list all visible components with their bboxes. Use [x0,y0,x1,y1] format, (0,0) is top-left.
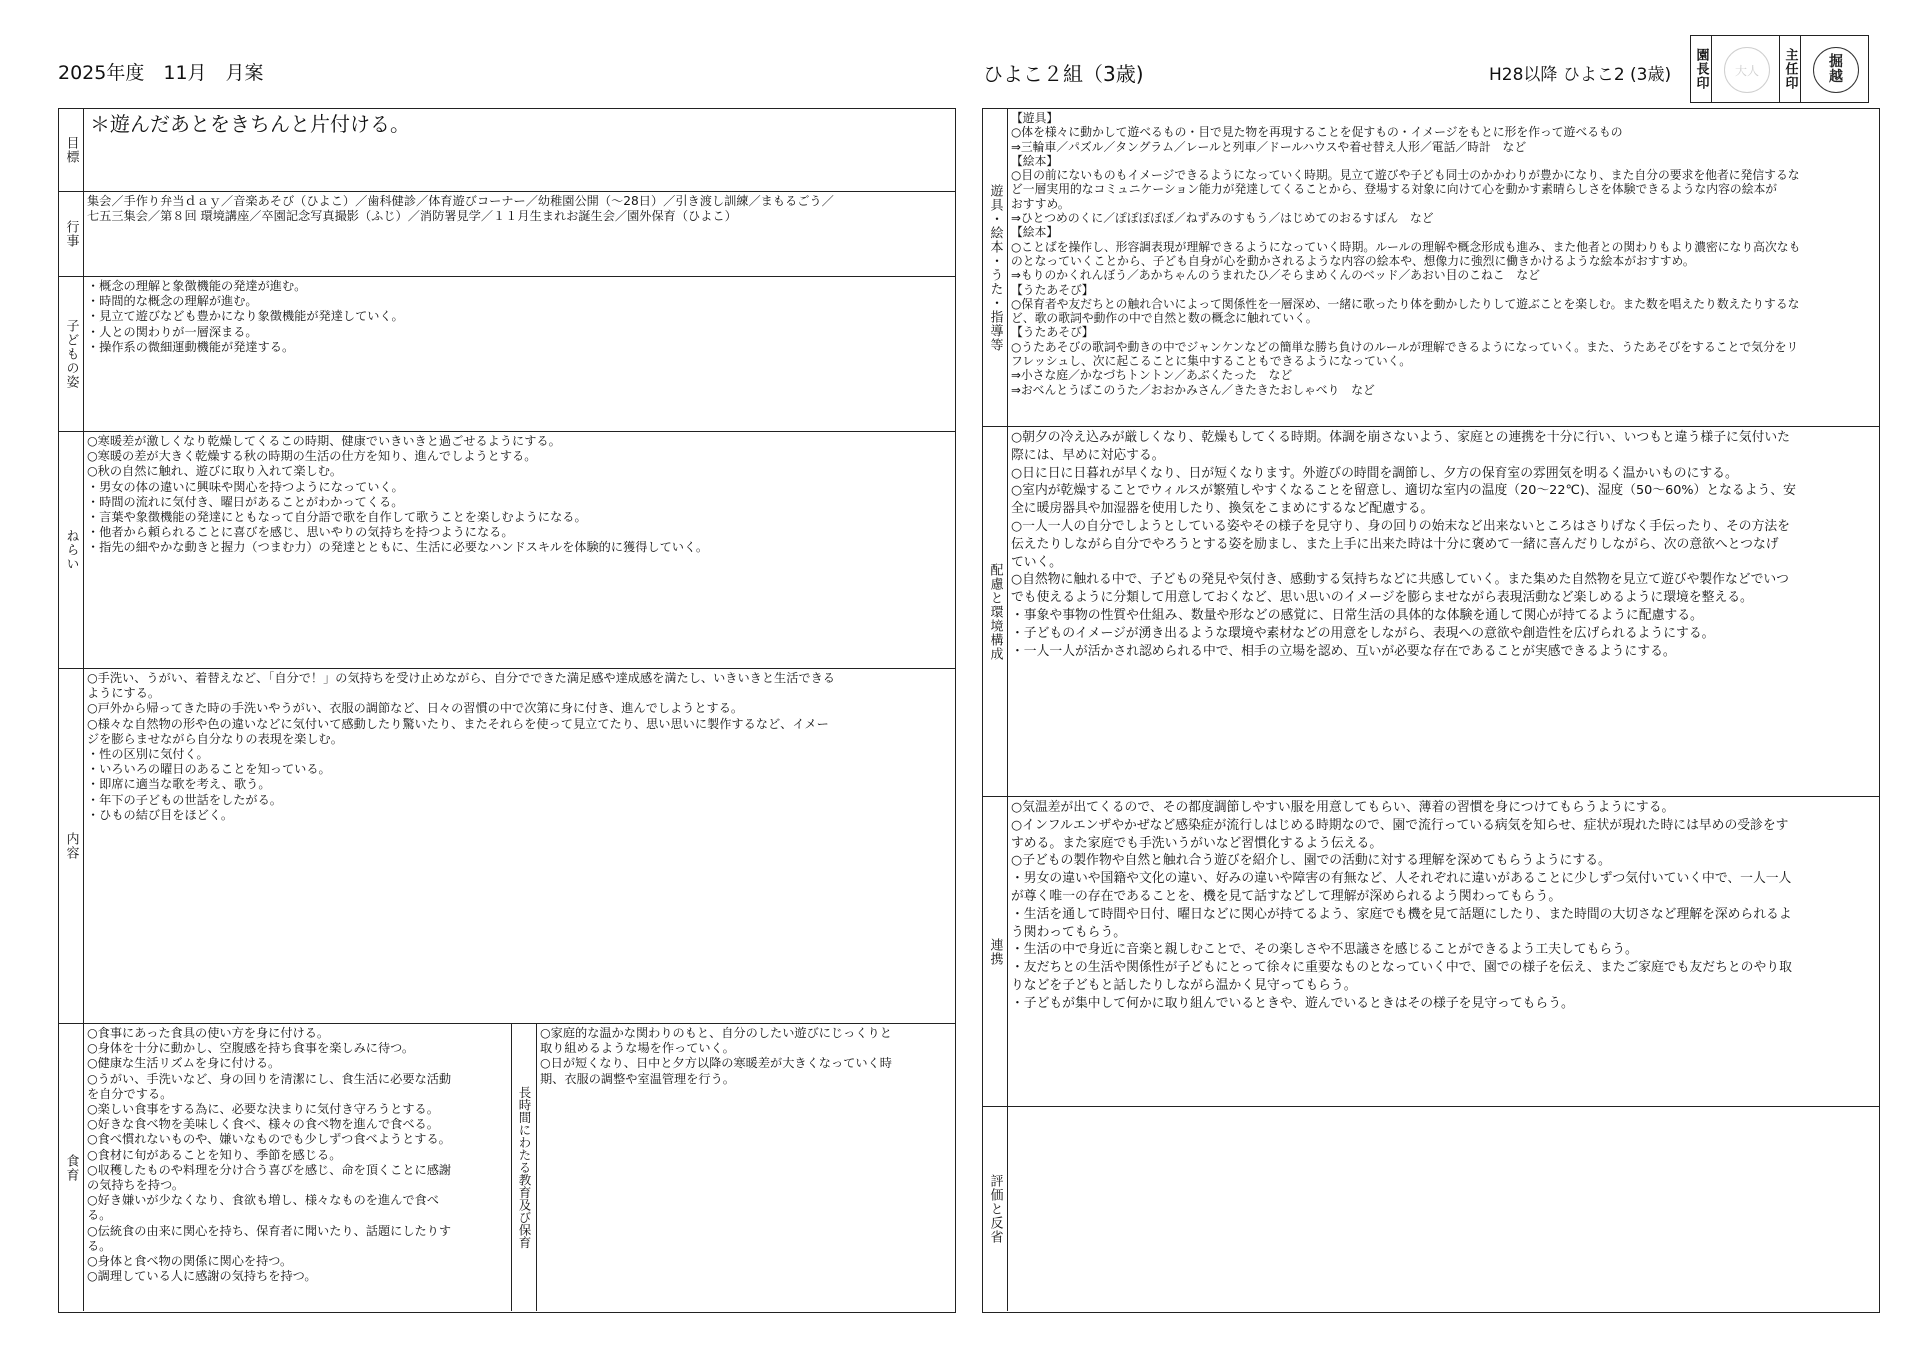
class-name: ひよこ２組（3歳) [983,62,1144,86]
text-line: ・言葉や象徴機能の発達にともなって自分語で歌を自作して歌うことを楽しむようになる。 [87,510,587,525]
text-line: でも使えるように分類して用意しておくなど、思い思いのイメージを膨らませながら表現活動など楽しめるように環境を整える。 [1011,590,1753,606]
right-plan-table [982,108,1880,1313]
child-text [84,277,955,431]
text-line: ○子どもの製作物や自然と触れ合う遊びを紹介し、園での活動に対する理解を深めてもらうようにする。 [1011,853,1611,869]
text-line: ・一人一人が活かされ認められる中で、相手の立場を認め、互いが必要な存在であることが実感できるようにする。 [1011,643,1676,659]
text-line: 期、衣服の調整や室温管理を行う。 [540,1071,735,1086]
text-line: ・事象や事物の性質や仕組み、数量や形などの感覚に、日常生活の具体的な体験を通して関心が持てるように配慮する。 [1011,607,1703,623]
text-line: ○好きな食べ物を美味しく食べ、様々の食べ物を進んで食べる。 [87,1117,439,1132]
text-line: ⇒三輪車／パズル／タングラム／レールと列車／ドールハウスや着せ替え人形／電話／時計 など [1011,139,1527,154]
text-line: ・時間の流れに気付き、曜日があることがわかってくる。 [87,494,404,509]
text-line: ・生活の中で身近に音楽と親しむことで、その楽しさや不思議さを感じることができるよう工夫してもらう。 [1011,942,1638,958]
text-line: ・子どものイメージが湧き出るような環境や素材などの用意をしながら、表現への意欲や創造性を広げられるようにする。 [1011,625,1715,641]
text-line: 全に暖房器具や加湿器を使用したり、換気をこまめにするなど配慮する。 [1011,501,1434,517]
text-line: ○目の前にないものもイメージできるようになっていく時期。見立て遊びや子ども同士のかかわりが豊かになり、また自分の要求を他者に発信するな [1011,168,1800,183]
text-line: 【うたあそび】 [1011,282,1094,297]
text-line: ようにする。 [87,686,161,701]
text-line: ⇒ひとつめのくに／ぽぽぽぽぽ／ねずみのすもう／はじめてのおるすばん など [1011,211,1434,226]
text-line: ⇒もりのかくれんぼう／あかちゃんのうまれたひ／そらまめくんのベッド／あおい目のこねこ など [1011,268,1540,283]
goal-row [59,109,955,192]
text-line: ・男女の違いや国籍や文化の違い、好みの違いや障害の有無など、人それぞれに違いがあることに少しずつ気付いていく中で、一人一人 [1011,871,1792,887]
play-text [1008,109,1879,426]
text-line: ・子どもが集中して何かに取り組んでいるときや、遊んでいるときはその様子を見守ってもらう。 [1011,995,1574,1011]
text-line: の気持ちを持つ。 [87,1178,185,1193]
text-line: ○ことばを操作し、形容調表現が理解できるようになっていく時期。ルールの理解や概念形成も進み、また他者との関わりもより濃密になり高次なも [1011,239,1801,254]
text-line: ○うたあそびの歌詞や動きの中でジャンケンなどの簡単な勝ち負けのルールが理解できるようになっていく。また、うたあそびをすることで気分をリ [1011,339,1799,354]
text-line: ○伝統食の由来に関心を持ち、保育者に聞いたり、話題にしたりす [87,1223,452,1238]
director-stamp-label: 園長印 [1691,36,1712,102]
text-line: ていく。 [1011,554,1062,570]
collab-row [983,797,1879,1107]
text-line: ○食べ慣れないものや、嫌いなものでも少しずつ食べようとする。 [87,1132,451,1147]
text-line: ○収穫したものや料理を分け合う喜びを感じ、命を頂くことに感謝 [87,1162,452,1177]
review-label: 評価と反省 [983,1107,1008,1311]
text-line: ・友だちとの生活や関係性が子どもにとって徐々に重要なものとなっていく中で、園での様子を伝え、またご家庭でも友だちとのやり取 [1011,960,1792,976]
text-line: 【絵本】 [1011,153,1059,168]
text-line: ど、歌の歌詞や動作の中で自然と数の概念に触れていく。 [1011,311,1318,326]
env-label: 配慮と環境構成 [983,427,1008,796]
chief-stamp-label: 主任印 [1780,36,1801,102]
env-row [983,427,1879,797]
text-line: 集会／手作り弁当ｄａｙ／音楽あそび（ひよこ）／歯科健診／体育遊びコーナー／幼稚園公開（〜28日）／引き渡し訓練／まもるごう／ [87,194,834,208]
text-line: ・指先の細やかな動きと握力（つまむ力）の発達とともに、生活に必要なハンドスキルを体験的に獲得していく。 [87,540,709,555]
play-row [983,109,1879,427]
events-row [59,192,955,277]
events-label: 行事 [59,192,84,276]
text-line: 取り組めるような場を作っていく。 [540,1041,735,1056]
text-line: ○寒暖の差が大きく乾燥する秋の時期の生活の仕方を知り、進んでしようとする。 [87,449,537,464]
text-line: う関わってもらう。 [1011,924,1127,940]
text-line: ○食事にあった食具の使い方を身に付ける。 [87,1026,330,1040]
text-line: る。 [87,1238,112,1253]
text-line: ○保育者や友だちとの触れ合いによって関係性を一層深め、一緒に歌ったり体を動かしたりして遊ぶことを楽しむ。また数を唱えたり数えたりするな [1011,296,1800,311]
events-text [84,192,955,276]
food-row [59,1024,955,1311]
text-line: を自分でする。 [87,1086,173,1101]
text-line: ○好き嫌いが少なくなり、食欲も増し、様々なものを進んで食べ [87,1193,439,1208]
text-line: ・いろいろの曜日のあることを知っている。 [87,762,331,777]
text-line: ○身体を十分に動かし、空腹感を持ち食事を楽しみに待つ。 [87,1041,415,1056]
text-line: ・ひもの結び目をほどく。 [87,807,234,822]
text-line: ○朝夕の冷え込みが厳しくなり、乾燥もしてくる時期。体調を崩さないよう、家庭との連携を十分に行い、いつもと違う様子に気付いた [1011,430,1790,445]
text-line: ジを膨らませながら自分なりの表現を楽しむ。 [87,731,343,746]
text-line: ○秋の自然に触れ、遊びに取り入れて楽しむ。 [87,464,343,479]
text-line: ・即席に適当な歌を考え、歌う。 [87,777,271,792]
text-line: ○戸外から帰ってきた時の手洗いやうがい、衣服の調節など、日々の習慣の中で次第に身に付き、進んでしようとする。 [87,701,744,716]
env-text [1008,427,1879,796]
child-label: 子どもの姿 [59,277,84,431]
document-title: 2025年度 11月 月案 [58,62,264,84]
chief-stamp: 掘 越 [1813,47,1859,93]
text-line: ○日に日に日暮れが早くなり、日が短くなります。外遊びの時間を調節し、夕方の保育室の雰囲気を明るく温かいものにする。 [1011,465,1738,481]
content-row [59,669,955,1024]
text-line: おすすめ。 [1011,196,1070,211]
text-line: ○自然物に触れる中で、子どもの発見や気付き、感動する気持ちなどに共感していく。また集めた自然物を見立て遊びや製作などでいつ [1011,572,1789,588]
text-line: フレッシュし、次に起こることに集中することもできるようになっていく。 [1011,354,1412,369]
text-line: ○身体と食べ物の関係に関心を持つ。 [87,1254,293,1269]
text-line: ・時間的な概念の理解が進む。 [87,294,258,309]
play-label: 遊具・絵本・うた・指導等 [983,109,1008,426]
collab-text [1008,797,1879,1106]
text-line: ○楽しい食事をする為に、必要な決まりに気付き守ろうとする。 [87,1102,439,1117]
longtime-label: 長時間にわたる教育及び保育 [512,1024,537,1311]
text-line: ○日が短くなり、日中と夕方以降の寒暖差が大きくなっていく時 [540,1056,892,1071]
text-line: 【絵本】 [1011,225,1059,240]
text-line: ○気温差が出てくるので、その都度調節しやすい服を用意してもらい、薄着の習慣を身につけてもらうようにする。 [1011,800,1675,815]
text-line: ○インフルエンザやかぜなど感染症が流行しはじめる時期なので、園で流行っている病気を知らせ、症状が現れた時には早めの受診をす [1011,817,1789,833]
content-label: 内容 [59,669,84,1023]
text-line: ○一人一人の自分でしようとしている姿やその様子を見守り、身の回りの始末など出来ないところはさりげなく手伝ったり、その方法を [1011,518,1790,534]
collab-label: 連携 [983,797,1008,1106]
text-line: ○調理している人に感謝の気持ちを持つ。 [87,1269,317,1284]
text-line: 【うたあそび】 [1011,325,1094,340]
text-line: ・性の区別に気付く。 [87,747,209,762]
chief-stamp-box [1779,35,1869,103]
text-line: ○健康な生活リズムを身に付ける。 [87,1056,281,1071]
text-line: ど一層実用的なコミュニケーション能力が発達してくることから、登場する対象に向けて心を動かす素晴らしさを体験できるような内容の絵本が [1011,182,1778,197]
text-line: ○家庭的な温かな関わりのもと、自分のしたい遊びにじっくりと [540,1026,892,1040]
text-line: ○手洗い、うがい、着替えなど、「自分で！」の気持ちを受け止めながら、自分でできた満足感や達成感を満たし、いきいきと生活できる [87,671,835,685]
text-line: りなどを子どもと話したりしながら温かく見守ってもらう。 [1011,977,1357,993]
goal-label: 目標 [59,109,84,191]
text-line: ○体を様々に動かして遊べるもの・目で見た物を再現することを促すもの・イメージをもとに形を作って遊べるもの [1011,125,1623,140]
text-line: ・概念の理解と象徴機能の発達が進む。 [87,279,307,293]
text-line: ○食材に旬があることを知り、季節を感じる。 [87,1147,342,1162]
aim-label: ねらい [59,432,84,668]
text-line: ・男女の体の違いに興味や関心を持つようになっていく。 [87,479,404,494]
text-line: ・操作系の微細運動機能が発達する。 [87,339,295,354]
text-line: ⇒小さな庭／かなづちトントン／あぶくたった など [1011,368,1293,383]
aim-text [84,432,955,668]
text-line: のとなっていくことから、子ども自身が心を動かされるような内容の絵本や、想像力に強烈に働きかけるような絵本がおすすめ。 [1011,253,1695,268]
text-line: が尊く唯一の存在であることを、機を見て話すなどして理解が深められるよう関わってもらう。 [1011,888,1562,904]
text-line: すめる。また家庭でも手洗いうがいなど習慣化するよう伝える。 [1011,835,1383,851]
text-line: ・見立て遊びなども豊かになり象徴機能が発達していく。 [87,309,404,324]
text-line: ○様々な自然物の形や色の違いなどに気付いて感動したり驚いたり、またそれらを使って見立てたり、思い思いに製作するなど、イメー [87,716,829,731]
text-line: ○うがい、手洗いなど、身の回りを清潔にし、食生活に必要な活動 [87,1071,452,1086]
text-line: ・人との関わりが一層深まる。 [87,324,258,339]
left-plan-table [58,108,956,1313]
text-line: 七五三集会／第８回 環境講座／卒園記念写真撮影（ふじ）／消防署見学／１１月生まれお誕生会／園外保育（ひよこ） [87,209,737,224]
review-text [1008,1107,1879,1311]
text-line: 伝えたりしながら自分でやろうとする姿を励まし、また上手に出来た時は十分に褒めて一緒に喜んだりしながら、次の意欲へとつなげ [1011,536,1779,552]
longtime-text [537,1024,955,1311]
text-line: ○室内が乾燥することでウィルスが繁殖しやすくなることを留意し、適切な室内の温度（20〜22℃)、湿度（50〜60%）となるよう、安 [1011,483,1796,499]
content-text [84,669,955,1023]
text-line: ○寒暖差が激しくなり乾燥してくるこの時期、健康でいきいきと過ごせるようにする。 [87,434,561,448]
text-line: ・年下の子どもの世話をしたがる。 [87,792,282,807]
text-line: 【遊具】 [1011,111,1059,125]
text-line: ・生活を通して時間や日付、曜日などに関心が持てるよう、家庭でも機を見て話題にしたり、また時間の大切さなど理解を深められるよ [1011,906,1792,922]
goal-text: ＊遊んだあとをきちんと片付ける。 [90,112,410,136]
director-stamp-box [1690,35,1780,103]
food-text [84,1024,512,1311]
text-line: る。 [87,1208,112,1223]
text-line: 際には、早めに対応する。 [1011,447,1165,463]
aim-row [59,432,955,669]
review-row [983,1107,1879,1311]
food-label: 食育 [59,1024,84,1311]
document-code: H28以降 ひよこ2 (3歳) [1489,65,1672,85]
text-line: ⇒おべんとうばこのうた／おおかみさん／きたきたおしゃべり など [1011,382,1375,397]
director-stamp: 大人 [1724,47,1770,93]
text-line: ・他者から頼られることに喜びを感じ、思いやりの気持ちを持つようになる。 [87,525,514,540]
child-row [59,277,955,432]
